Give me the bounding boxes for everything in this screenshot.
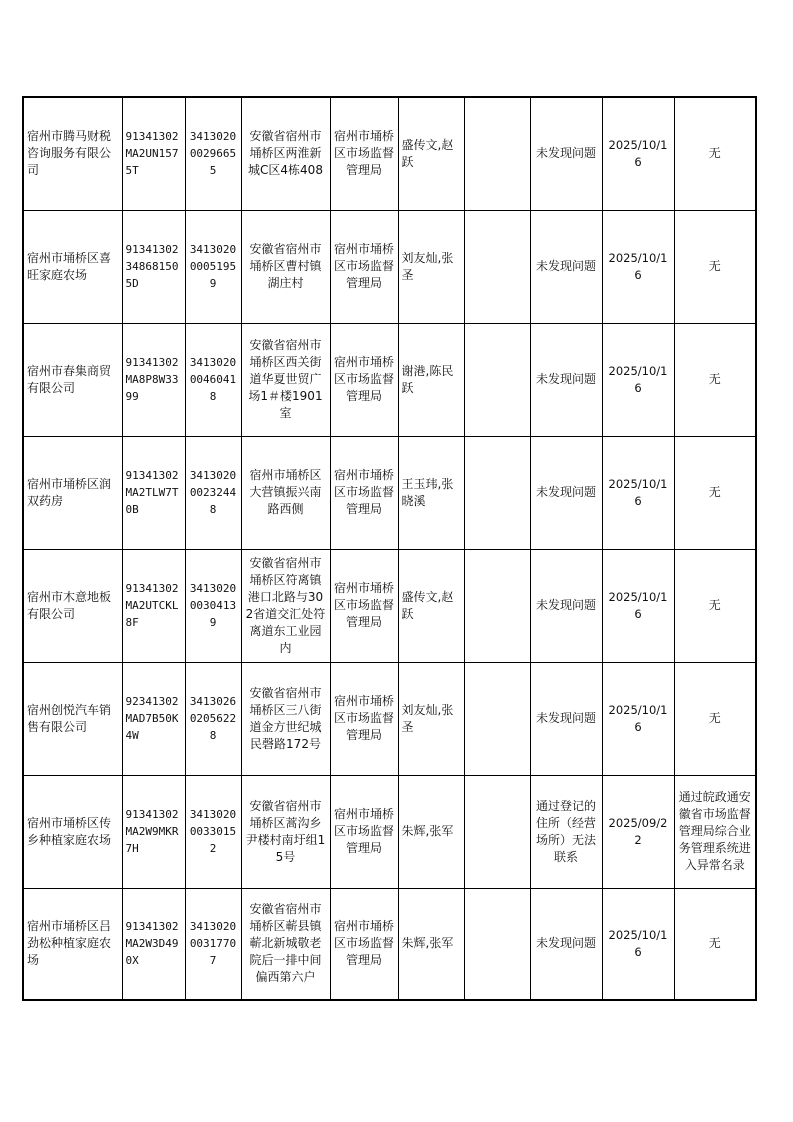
table-row — [23, 775, 756, 888]
inspectors: 谢港,陈民跃 — [398, 323, 464, 436]
company-address: 安徽省宿州市埇桥区西关街道华夏世贸广场1＃楼1901室 — [241, 323, 330, 436]
handling-measure: 无 — [674, 323, 756, 436]
inspection-result: 未发现问题 — [530, 888, 602, 1000]
credit-code: 91341302MA2UN1575T — [122, 97, 185, 210]
table-row — [23, 888, 756, 1000]
inspection-records-table — [22, 96, 757, 1001]
handling-measure: 无 — [674, 210, 756, 323]
inspection-date: 2025/10/16 — [602, 97, 674, 210]
blank-cell — [464, 97, 530, 210]
handling-measure: 无 — [674, 662, 756, 775]
company-address: 安徽省宿州市埇桥区曹村镇湖庄村 — [241, 210, 330, 323]
company-name: 宿州市春集商贸有限公司 — [23, 323, 122, 436]
company-address: 安徽省宿州市埇桥区蒿沟乡尹楼村南圩组15号 — [241, 775, 330, 888]
inspectors: 刘友灿,张圣 — [398, 210, 464, 323]
registration-number: 341302000304139 — [185, 549, 241, 662]
handling-measure: 无 — [674, 549, 756, 662]
inspectors: 刘友灿,张圣 — [398, 662, 464, 775]
company-address: 安徽省宿州市埇桥区两淮新城C区4栋408 — [241, 97, 330, 210]
blank-cell — [464, 436, 530, 549]
inspectors: 盛传文,赵跃 — [398, 97, 464, 210]
table-row — [23, 97, 756, 210]
inspection-authority: 宿州市埇桥区市场监督管理局 — [330, 323, 398, 436]
inspection-date: 2025/10/16 — [602, 662, 674, 775]
inspection-result: 未发现问题 — [530, 210, 602, 323]
registration-number: 341302000460418 — [185, 323, 241, 436]
inspection-result: 未发现问题 — [530, 662, 602, 775]
registration-number: 341302602056228 — [185, 662, 241, 775]
registration-number: 341302000330152 — [185, 775, 241, 888]
inspection-date: 2025/09/22 — [602, 775, 674, 888]
inspection-result: 通过登记的住所（经营场所）无法联系 — [530, 775, 602, 888]
inspectors: 盛传文,赵跃 — [398, 549, 464, 662]
blank-cell — [464, 549, 530, 662]
inspection-date: 2025/10/16 — [602, 323, 674, 436]
inspectors: 王玉玮,张晓溪 — [398, 436, 464, 549]
blank-cell — [464, 662, 530, 775]
inspection-result: 未发现问题 — [530, 549, 602, 662]
handling-measure: 无 — [674, 888, 756, 1000]
table-row — [23, 662, 756, 775]
table-row — [23, 323, 756, 436]
inspection-result: 未发现问题 — [530, 97, 602, 210]
blank-cell — [464, 775, 530, 888]
inspection-authority: 宿州市埇桥区市场监督管理局 — [330, 210, 398, 323]
table-row — [23, 436, 756, 549]
company-name: 宿州市木意地板有限公司 — [23, 549, 122, 662]
handling-measure: 通过皖政通安徽省市场监督管理局综合业务管理系统进入异常名录 — [674, 775, 756, 888]
handling-measure: 无 — [674, 436, 756, 549]
company-name: 宿州市埇桥区吕劲松种植家庭农场 — [23, 888, 122, 1000]
inspection-date: 2025/10/16 — [602, 888, 674, 1000]
company-address: 安徽省宿州市埇桥区三八街道金方世纪城民磬路172号 — [241, 662, 330, 775]
registration-number: 341302000051959 — [185, 210, 241, 323]
credit-code: 91341302MA8P8W3399 — [122, 323, 185, 436]
inspection-authority: 宿州市埇桥区市场监督管理局 — [330, 775, 398, 888]
table-row — [23, 549, 756, 662]
registration-number: 341302000296655 — [185, 97, 241, 210]
company-name: 宿州市腾马财税咨询服务有限公司 — [23, 97, 122, 210]
inspection-authority: 宿州市埇桥区市场监督管理局 — [330, 888, 398, 1000]
inspection-authority: 宿州市埇桥区市场监督管理局 — [330, 662, 398, 775]
inspection-result: 未发现问题 — [530, 436, 602, 549]
table-row — [23, 210, 756, 323]
inspectors: 朱辉,张军 — [398, 888, 464, 1000]
company-name: 宿州市埇桥区喜旺家庭农场 — [23, 210, 122, 323]
blank-cell — [464, 888, 530, 1000]
credit-code: 91341302MA2W9MKR7H — [122, 775, 185, 888]
credit-code: 91341302MA2TLW7T0B — [122, 436, 185, 549]
handling-measure: 无 — [674, 97, 756, 210]
inspection-authority: 宿州市埇桥区市场监督管理局 — [330, 97, 398, 210]
inspectors: 朱辉,张军 — [398, 775, 464, 888]
inspection-authority: 宿州市埇桥区市场监督管理局 — [330, 549, 398, 662]
inspection-date: 2025/10/16 — [602, 436, 674, 549]
inspection-authority: 宿州市埇桥区市场监督管理局 — [330, 436, 398, 549]
credit-code: 91341302MA2W3D490X — [122, 888, 185, 1000]
company-name: 宿州创悦汽车销售有限公司 — [23, 662, 122, 775]
credit-code: 91341302348681505D — [122, 210, 185, 323]
company-address: 宿州市埇桥区大营镇振兴南路西侧 — [241, 436, 330, 549]
registration-number: 341302000232448 — [185, 436, 241, 549]
inspection-result: 未发现问题 — [530, 323, 602, 436]
inspection-date: 2025/10/16 — [602, 549, 674, 662]
company-name: 宿州市埇桥区传乡种植家庭农场 — [23, 775, 122, 888]
company-name: 宿州市埇桥区润双药房 — [23, 436, 122, 549]
company-address: 安徽省宿州市埇桥区符离镇港口北路与302省道交汇处符离道东工业园内 — [241, 549, 330, 662]
inspection-date: 2025/10/16 — [602, 210, 674, 323]
credit-code: 91341302MA2UTCKL8F — [122, 549, 185, 662]
credit-code: 92341302MAD7B50K4W — [122, 662, 185, 775]
company-address: 安徽省宿州市埇桥区蕲县镇蕲北新城敬老院后一排中间偏西第六户 — [241, 888, 330, 1000]
blank-cell — [464, 210, 530, 323]
registration-number: 341302000317707 — [185, 888, 241, 1000]
blank-cell — [464, 323, 530, 436]
